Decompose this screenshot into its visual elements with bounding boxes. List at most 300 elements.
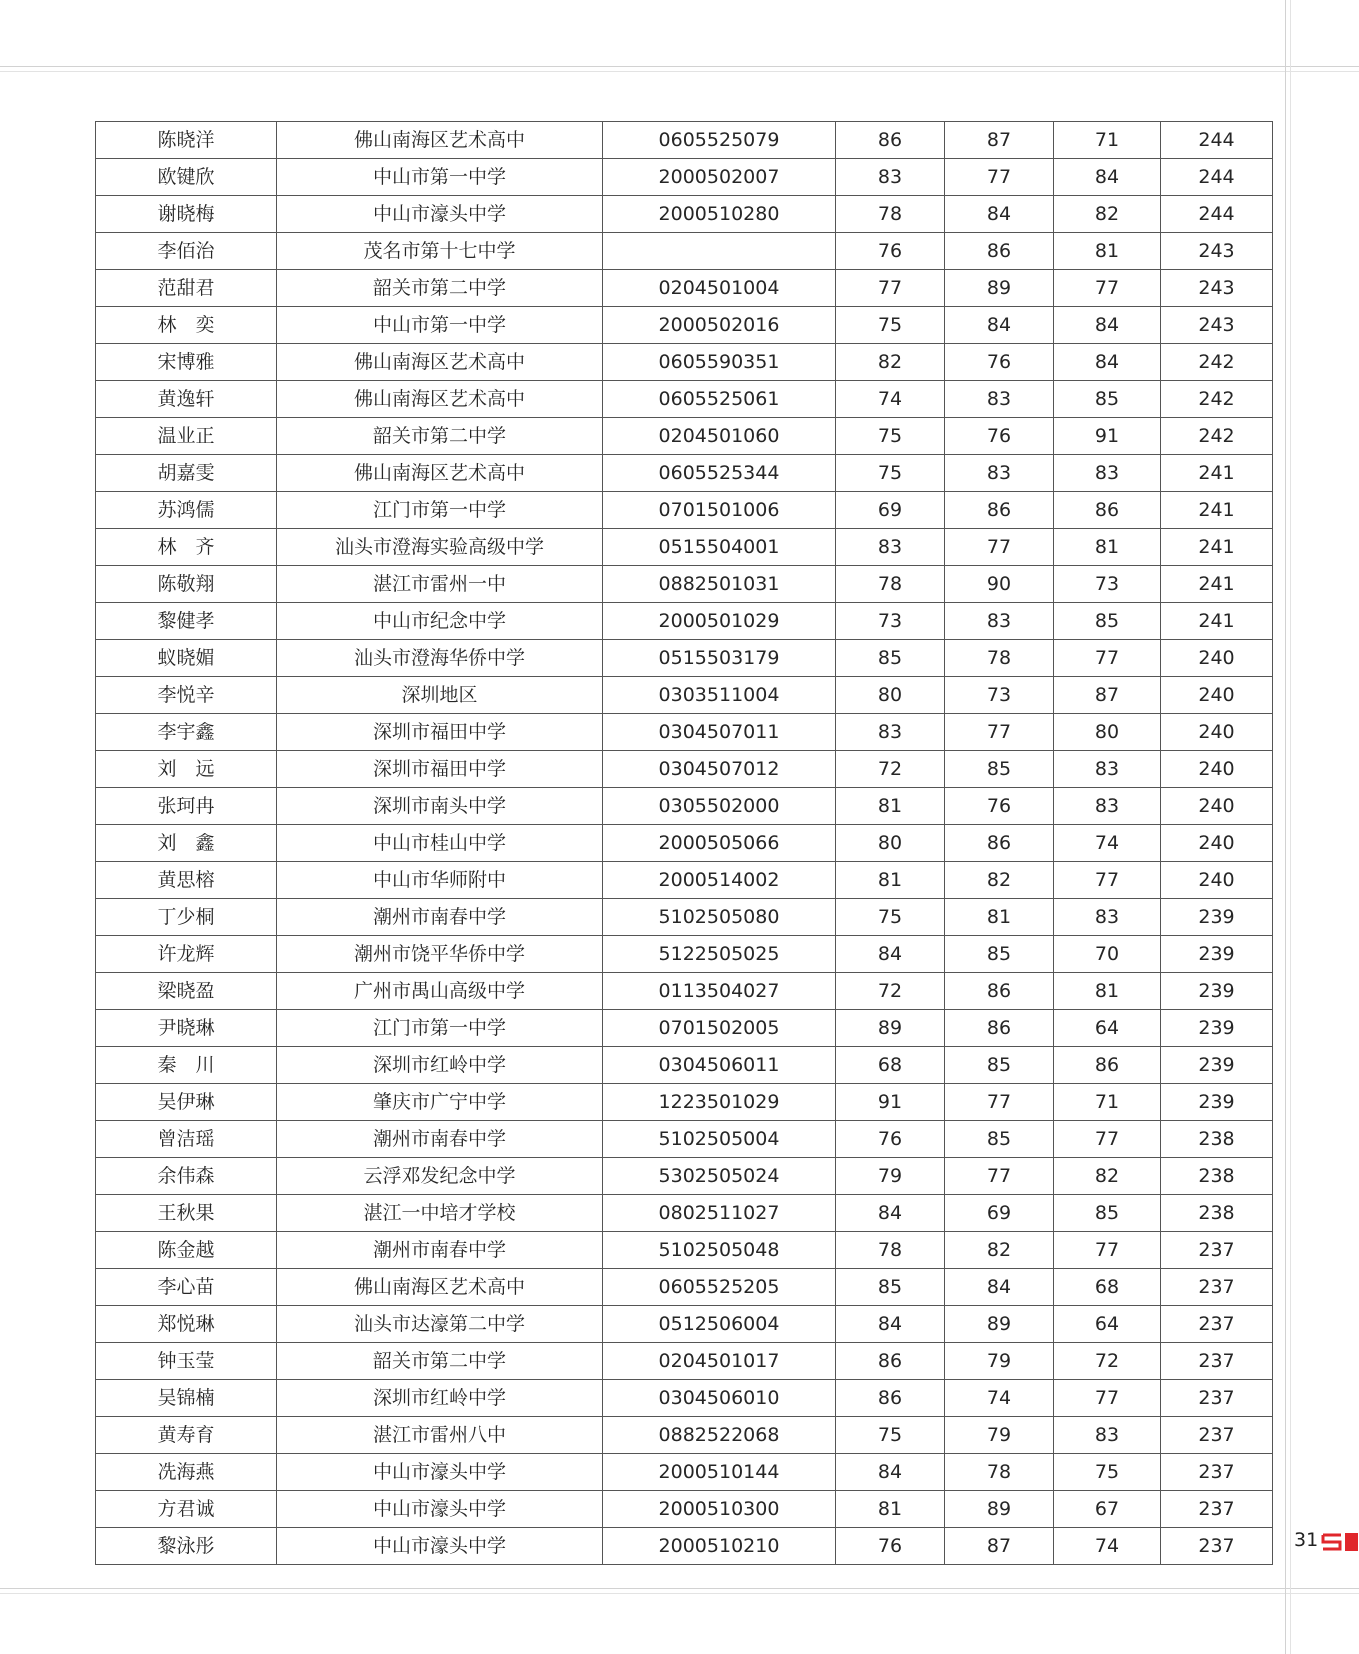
school-name-cell: 中山市濠头中学	[277, 1454, 603, 1491]
score-total-cell: 237	[1161, 1380, 1273, 1417]
student-name-cell: 李宇鑫	[96, 714, 277, 751]
student-name-cell: 林 齐	[96, 529, 277, 566]
table-row	[96, 1269, 1273, 1306]
score-total-cell: 241	[1161, 455, 1273, 492]
school-name-cell: 茂名市第十七中学	[277, 233, 603, 270]
score-subject-3-cell: 83	[1054, 899, 1161, 936]
score-subject-2-cell: 87	[945, 122, 1054, 159]
student-name-cell: 刘 鑫	[96, 825, 277, 862]
exam-number-cell: 5302505024	[603, 1158, 836, 1195]
score-subject-2-cell: 77	[945, 1158, 1054, 1195]
school-name-cell: 深圳市红岭中学	[277, 1380, 603, 1417]
score-total-cell: 238	[1161, 1121, 1273, 1158]
score-subject-1-cell: 81	[836, 1491, 945, 1528]
table-row	[96, 233, 1273, 270]
score-subject-3-cell: 71	[1054, 122, 1161, 159]
score-total-cell: 237	[1161, 1528, 1273, 1565]
score-total-cell: 239	[1161, 1047, 1273, 1084]
score-subject-2-cell: 86	[945, 1010, 1054, 1047]
table-row	[96, 270, 1273, 307]
table-row	[96, 492, 1273, 529]
school-name-cell: 韶关市第二中学	[277, 270, 603, 307]
score-subject-2-cell: 84	[945, 1269, 1054, 1306]
score-total-cell: 237	[1161, 1306, 1273, 1343]
score-subject-3-cell: 83	[1054, 788, 1161, 825]
score-subject-2-cell: 86	[945, 973, 1054, 1010]
score-subject-3-cell: 83	[1054, 1417, 1161, 1454]
school-name-cell: 中山市桂山中学	[277, 825, 603, 862]
score-subject-3-cell: 77	[1054, 862, 1161, 899]
score-total-cell: 239	[1161, 1010, 1273, 1047]
score-subject-1-cell: 83	[836, 714, 945, 751]
score-subject-2-cell: 89	[945, 1306, 1054, 1343]
score-total-cell: 241	[1161, 492, 1273, 529]
table-row	[96, 751, 1273, 788]
score-subject-2-cell: 77	[945, 529, 1054, 566]
score-subject-2-cell: 79	[945, 1343, 1054, 1380]
school-name-cell: 中山市第一中学	[277, 307, 603, 344]
student-name-cell: 胡嘉雯	[96, 455, 277, 492]
table-row	[96, 1528, 1273, 1565]
score-total-cell: 244	[1161, 122, 1273, 159]
score-subject-2-cell: 82	[945, 862, 1054, 899]
student-name-cell: 李心苗	[96, 1269, 277, 1306]
score-total-cell: 240	[1161, 640, 1273, 677]
exam-number-cell: 0303511004	[603, 677, 836, 714]
school-name-cell: 广州市禺山高级中学	[277, 973, 603, 1010]
score-subject-3-cell: 77	[1054, 1380, 1161, 1417]
exam-number-cell: 2000501029	[603, 603, 836, 640]
score-subject-3-cell: 77	[1054, 1232, 1161, 1269]
score-subject-2-cell: 78	[945, 640, 1054, 677]
table-row	[96, 122, 1273, 159]
school-name-cell: 潮州市南春中学	[277, 1121, 603, 1158]
score-subject-3-cell: 64	[1054, 1010, 1161, 1047]
student-name-cell: 郑悦琳	[96, 1306, 277, 1343]
school-name-cell: 中山市濠头中学	[277, 1528, 603, 1565]
score-subject-1-cell: 69	[836, 492, 945, 529]
score-subject-3-cell: 68	[1054, 1269, 1161, 1306]
score-subject-3-cell: 85	[1054, 1195, 1161, 1232]
student-name-cell: 秦 川	[96, 1047, 277, 1084]
exam-number-cell: 2000510210	[603, 1528, 836, 1565]
score-total-cell: 238	[1161, 1195, 1273, 1232]
exam-number-cell: 2000510300	[603, 1491, 836, 1528]
score-total-cell: 243	[1161, 270, 1273, 307]
score-subject-3-cell: 75	[1054, 1454, 1161, 1491]
score-subject-1-cell: 84	[836, 1306, 945, 1343]
score-subject-1-cell: 76	[836, 1528, 945, 1565]
score-subject-1-cell: 77	[836, 270, 945, 307]
score-subject-1-cell: 84	[836, 936, 945, 973]
table-row	[96, 1195, 1273, 1232]
exam-number-cell: 2000510280	[603, 196, 836, 233]
score-subject-3-cell: 87	[1054, 677, 1161, 714]
student-name-cell: 黄思榕	[96, 862, 277, 899]
school-name-cell: 潮州市饶平华侨中学	[277, 936, 603, 973]
score-total-cell: 242	[1161, 344, 1273, 381]
logo-block-shape	[1345, 1533, 1358, 1551]
score-subject-2-cell: 82	[945, 1232, 1054, 1269]
score-table-body	[96, 122, 1273, 1565]
exam-number-cell: 0204501004	[603, 270, 836, 307]
score-subject-1-cell: 86	[836, 1343, 945, 1380]
student-name-cell: 黄寿育	[96, 1417, 277, 1454]
score-total-cell: 244	[1161, 159, 1273, 196]
score-subject-1-cell: 75	[836, 899, 945, 936]
exam-number-cell: 0204501060	[603, 418, 836, 455]
student-name-cell: 曾洁瑶	[96, 1121, 277, 1158]
exam-number-cell: 2000502016	[603, 307, 836, 344]
score-subject-2-cell: 76	[945, 788, 1054, 825]
score-subject-1-cell: 85	[836, 1269, 945, 1306]
exam-number-cell: 0605525079	[603, 122, 836, 159]
table-row	[96, 1084, 1273, 1121]
school-name-cell: 湛江市雷州一中	[277, 566, 603, 603]
student-name-cell: 陈晓洋	[96, 122, 277, 159]
score-total-cell: 239	[1161, 1084, 1273, 1121]
exam-number-cell: 0882501031	[603, 566, 836, 603]
school-name-cell: 江门市第一中学	[277, 492, 603, 529]
student-name-cell: 苏鸿儒	[96, 492, 277, 529]
score-subject-2-cell: 85	[945, 1047, 1054, 1084]
exam-number-cell: 0882522068	[603, 1417, 836, 1454]
table-row	[96, 640, 1273, 677]
score-total-cell: 237	[1161, 1232, 1273, 1269]
score-subject-1-cell: 78	[836, 566, 945, 603]
score-subject-3-cell: 85	[1054, 603, 1161, 640]
student-name-cell: 钟玉莹	[96, 1343, 277, 1380]
score-subject-1-cell: 76	[836, 1121, 945, 1158]
exam-number-cell: 0802511027	[603, 1195, 836, 1232]
school-name-cell: 中山市第一中学	[277, 159, 603, 196]
exam-number-cell: 5122505025	[603, 936, 836, 973]
school-name-cell: 深圳市红岭中学	[277, 1047, 603, 1084]
student-name-cell: 欧键欣	[96, 159, 277, 196]
student-name-cell: 吴锦楠	[96, 1380, 277, 1417]
score-subject-2-cell: 76	[945, 344, 1054, 381]
school-name-cell: 深圳地区	[277, 677, 603, 714]
table-row	[96, 899, 1273, 936]
table-row	[96, 714, 1273, 751]
school-name-cell: 佛山南海区艺术高中	[277, 1269, 603, 1306]
table-row	[96, 418, 1273, 455]
score-subject-2-cell: 87	[945, 1528, 1054, 1565]
right-guide-line	[1285, 0, 1286, 1654]
table-row	[96, 529, 1273, 566]
top-guide-line-inner	[0, 71, 1359, 72]
score-subject-1-cell: 75	[836, 455, 945, 492]
school-name-cell: 中山市濠头中学	[277, 1491, 603, 1528]
student-name-cell: 黎健孝	[96, 603, 277, 640]
student-name-cell: 许龙辉	[96, 936, 277, 973]
publisher-logo-icon	[1321, 1532, 1359, 1552]
score-subject-3-cell: 81	[1054, 233, 1161, 270]
table-row	[96, 1010, 1273, 1047]
score-subject-1-cell: 76	[836, 233, 945, 270]
student-name-cell: 陈敬翔	[96, 566, 277, 603]
exam-number-cell: 0605525205	[603, 1269, 836, 1306]
score-subject-3-cell: 73	[1054, 566, 1161, 603]
score-subject-1-cell: 75	[836, 1417, 945, 1454]
school-name-cell: 潮州市南春中学	[277, 899, 603, 936]
exam-number-cell: 2000505066	[603, 825, 836, 862]
school-name-cell: 汕头市澄海实验高级中学	[277, 529, 603, 566]
exam-number-cell: 2000502007	[603, 159, 836, 196]
table-row	[96, 936, 1273, 973]
score-subject-1-cell: 89	[836, 1010, 945, 1047]
exam-number-cell: 0204501017	[603, 1343, 836, 1380]
exam-number-cell: 2000510144	[603, 1454, 836, 1491]
score-subject-3-cell: 71	[1054, 1084, 1161, 1121]
school-name-cell: 深圳市福田中学	[277, 751, 603, 788]
score-subject-2-cell: 84	[945, 196, 1054, 233]
table-row	[96, 344, 1273, 381]
score-total-cell: 239	[1161, 936, 1273, 973]
score-subject-1-cell: 68	[836, 1047, 945, 1084]
right-guide-line-inner	[1290, 0, 1291, 1654]
score-total-cell: 240	[1161, 862, 1273, 899]
score-total-cell: 242	[1161, 381, 1273, 418]
score-total-cell: 237	[1161, 1491, 1273, 1528]
exam-number-cell: 5102505004	[603, 1121, 836, 1158]
table-row	[96, 307, 1273, 344]
score-total-cell: 239	[1161, 899, 1273, 936]
score-subject-1-cell: 80	[836, 825, 945, 862]
score-subject-2-cell: 79	[945, 1417, 1054, 1454]
score-subject-3-cell: 81	[1054, 529, 1161, 566]
score-subject-1-cell: 73	[836, 603, 945, 640]
student-name-cell: 宋博雅	[96, 344, 277, 381]
score-subject-2-cell: 85	[945, 1121, 1054, 1158]
student-name-cell: 谢晓梅	[96, 196, 277, 233]
score-subject-2-cell: 77	[945, 714, 1054, 751]
score-subject-3-cell: 84	[1054, 159, 1161, 196]
score-subject-2-cell: 78	[945, 1454, 1054, 1491]
score-subject-2-cell: 69	[945, 1195, 1054, 1232]
score-total-cell: 237	[1161, 1454, 1273, 1491]
exam-number-cell	[603, 233, 836, 270]
score-total-cell: 240	[1161, 751, 1273, 788]
table-row	[96, 566, 1273, 603]
table-row	[96, 825, 1273, 862]
school-name-cell: 佛山南海区艺术高中	[277, 344, 603, 381]
top-guide-line	[0, 66, 1359, 67]
student-name-cell: 冼海燕	[96, 1454, 277, 1491]
school-name-cell: 中山市纪念中学	[277, 603, 603, 640]
student-name-cell: 黄逸轩	[96, 381, 277, 418]
bottom-guide-line-inner	[0, 1593, 1359, 1594]
score-total-cell: 240	[1161, 788, 1273, 825]
student-name-cell: 黎泳彤	[96, 1528, 277, 1565]
student-name-cell: 王秋果	[96, 1195, 277, 1232]
score-subject-3-cell: 83	[1054, 751, 1161, 788]
student-name-cell: 余伟森	[96, 1158, 277, 1195]
exam-number-cell: 0605525344	[603, 455, 836, 492]
student-name-cell: 张珂冉	[96, 788, 277, 825]
school-name-cell: 潮州市南春中学	[277, 1232, 603, 1269]
school-name-cell: 韶关市第二中学	[277, 418, 603, 455]
logo-mark-shape	[1323, 1535, 1341, 1549]
table-row	[96, 862, 1273, 899]
score-subject-3-cell: 82	[1054, 1158, 1161, 1195]
exam-number-cell: 0304506010	[603, 1380, 836, 1417]
score-subject-3-cell: 77	[1054, 640, 1161, 677]
score-subject-2-cell: 77	[945, 1084, 1054, 1121]
score-subject-2-cell: 89	[945, 1491, 1054, 1528]
score-subject-3-cell: 72	[1054, 1343, 1161, 1380]
score-total-cell: 241	[1161, 566, 1273, 603]
score-subject-1-cell: 91	[836, 1084, 945, 1121]
score-subject-1-cell: 72	[836, 973, 945, 1010]
student-name-cell: 梁晓盈	[96, 973, 277, 1010]
school-name-cell: 云浮邓发纪念中学	[277, 1158, 603, 1195]
score-subject-1-cell: 81	[836, 788, 945, 825]
table-row	[96, 1454, 1273, 1491]
student-name-cell: 方君诚	[96, 1491, 277, 1528]
student-name-cell: 吴伊琳	[96, 1084, 277, 1121]
score-total-cell: 240	[1161, 677, 1273, 714]
score-subject-3-cell: 82	[1054, 196, 1161, 233]
score-subject-1-cell: 72	[836, 751, 945, 788]
student-name-cell: 丁少桐	[96, 899, 277, 936]
score-subject-2-cell: 86	[945, 233, 1054, 270]
school-name-cell: 江门市第一中学	[277, 1010, 603, 1047]
score-total-cell: 237	[1161, 1269, 1273, 1306]
table-row	[96, 159, 1273, 196]
score-subject-3-cell: 77	[1054, 270, 1161, 307]
score-subject-2-cell: 81	[945, 899, 1054, 936]
score-subject-3-cell: 74	[1054, 825, 1161, 862]
school-name-cell: 中山市濠头中学	[277, 196, 603, 233]
score-total-cell: 243	[1161, 233, 1273, 270]
score-subject-2-cell: 83	[945, 603, 1054, 640]
score-subject-2-cell: 74	[945, 1380, 1054, 1417]
school-name-cell: 佛山南海区艺术高中	[277, 455, 603, 492]
table-row	[96, 196, 1273, 233]
exam-number-cell: 0701502005	[603, 1010, 836, 1047]
student-name-cell: 范甜君	[96, 270, 277, 307]
exam-number-cell: 5102505080	[603, 899, 836, 936]
score-total-cell: 242	[1161, 418, 1273, 455]
exam-number-cell: 0304507012	[603, 751, 836, 788]
table-row	[96, 1047, 1273, 1084]
score-subject-1-cell: 86	[836, 122, 945, 159]
school-name-cell: 深圳市南头中学	[277, 788, 603, 825]
student-name-cell: 尹晓琳	[96, 1010, 277, 1047]
score-subject-2-cell: 86	[945, 825, 1054, 862]
score-subject-1-cell: 79	[836, 1158, 945, 1195]
school-name-cell: 韶关市第二中学	[277, 1343, 603, 1380]
score-subject-2-cell: 83	[945, 381, 1054, 418]
student-name-cell: 李佰治	[96, 233, 277, 270]
score-subject-1-cell: 83	[836, 159, 945, 196]
exam-number-cell: 0701501006	[603, 492, 836, 529]
student-name-cell: 蚁晓媚	[96, 640, 277, 677]
score-total-cell: 237	[1161, 1417, 1273, 1454]
exam-number-cell: 0304506011	[603, 1047, 836, 1084]
bottom-guide-line	[0, 1588, 1359, 1589]
score-subject-3-cell: 81	[1054, 973, 1161, 1010]
school-name-cell: 佛山南海区艺术高中	[277, 381, 603, 418]
score-subject-2-cell: 84	[945, 307, 1054, 344]
score-subject-3-cell: 91	[1054, 418, 1161, 455]
score-total-cell: 243	[1161, 307, 1273, 344]
table-row	[96, 1380, 1273, 1417]
score-total-cell: 240	[1161, 714, 1273, 751]
score-subject-3-cell: 85	[1054, 381, 1161, 418]
table-row	[96, 381, 1273, 418]
score-subject-1-cell: 81	[836, 862, 945, 899]
score-subject-2-cell: 73	[945, 677, 1054, 714]
exam-number-cell: 0515503179	[603, 640, 836, 677]
table-row	[96, 1121, 1273, 1158]
score-subject-3-cell: 64	[1054, 1306, 1161, 1343]
score-total-cell: 241	[1161, 603, 1273, 640]
score-subject-2-cell: 85	[945, 751, 1054, 788]
school-name-cell: 湛江一中培才学校	[277, 1195, 603, 1232]
table-row	[96, 1491, 1273, 1528]
exam-number-cell: 0512506004	[603, 1306, 836, 1343]
student-name-cell: 林 奕	[96, 307, 277, 344]
score-subject-2-cell: 86	[945, 492, 1054, 529]
score-total-cell: 238	[1161, 1158, 1273, 1195]
score-subject-3-cell: 86	[1054, 492, 1161, 529]
table-row	[96, 1417, 1273, 1454]
score-subject-2-cell: 90	[945, 566, 1054, 603]
score-subject-2-cell: 77	[945, 159, 1054, 196]
exam-number-cell: 0515504001	[603, 529, 836, 566]
school-name-cell: 汕头市达濠第二中学	[277, 1306, 603, 1343]
score-subject-1-cell: 86	[836, 1380, 945, 1417]
score-subject-1-cell: 75	[836, 418, 945, 455]
table-row	[96, 1306, 1273, 1343]
student-name-cell: 李悦辛	[96, 677, 277, 714]
score-total-cell: 240	[1161, 825, 1273, 862]
page-number: 31	[1294, 1529, 1319, 1551]
score-subject-2-cell: 85	[945, 936, 1054, 973]
score-subject-1-cell: 80	[836, 677, 945, 714]
exam-number-cell: 0305502000	[603, 788, 836, 825]
score-subject-3-cell: 74	[1054, 1528, 1161, 1565]
score-subject-3-cell: 84	[1054, 344, 1161, 381]
exam-number-cell: 2000514002	[603, 862, 836, 899]
student-name-cell: 刘 远	[96, 751, 277, 788]
table-row	[96, 788, 1273, 825]
score-total-cell: 241	[1161, 529, 1273, 566]
score-subject-1-cell: 84	[836, 1454, 945, 1491]
school-name-cell: 汕头市澄海华侨中学	[277, 640, 603, 677]
exam-number-cell: 1223501029	[603, 1084, 836, 1121]
table-row	[96, 1158, 1273, 1195]
score-subject-2-cell: 83	[945, 455, 1054, 492]
school-name-cell: 深圳市福田中学	[277, 714, 603, 751]
score-total-cell: 239	[1161, 973, 1273, 1010]
table-row	[96, 455, 1273, 492]
score-subject-1-cell: 75	[836, 307, 945, 344]
exam-number-cell: 0605525061	[603, 381, 836, 418]
school-name-cell: 肇庆市广宁中学	[277, 1084, 603, 1121]
score-subject-1-cell: 84	[836, 1195, 945, 1232]
score-table	[95, 121, 1273, 1565]
score-subject-3-cell: 86	[1054, 1047, 1161, 1084]
table-row	[96, 1232, 1273, 1269]
score-subject-1-cell: 78	[836, 196, 945, 233]
school-name-cell: 湛江市雷州八中	[277, 1417, 603, 1454]
school-name-cell: 佛山南海区艺术高中	[277, 122, 603, 159]
exam-number-cell: 0304507011	[603, 714, 836, 751]
table-row	[96, 1343, 1273, 1380]
